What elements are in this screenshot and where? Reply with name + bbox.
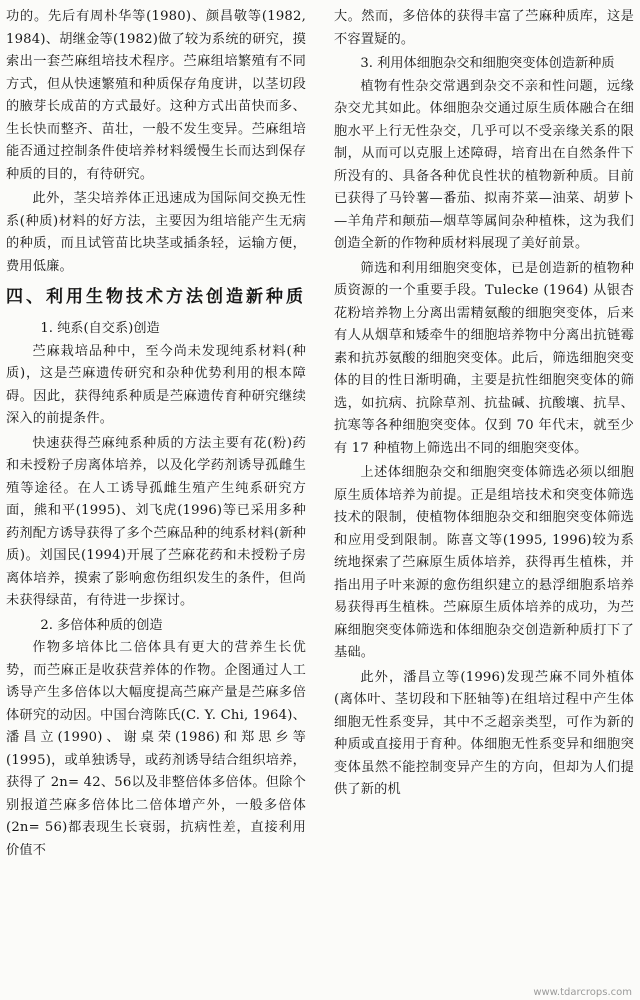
watermark: www.tdarcrops.com	[533, 987, 632, 998]
paragraph: 此外，茎尖培养体正迅速成为国际间交换无性系(种质)材料的好方法，主要因为组培能产生无病的种质，而且试管苗比块茎或插条轻，运输方便，费用低廉。	[6, 191, 306, 274]
subsection-heading: 2. 多倍体种质的创造	[40, 617, 163, 633]
paragraph: 上述体细胞杂交和细胞突变体筛选必须以细胞原生质体培养为前提。正是组培技术和突变体筛选技术的限制，使植物体细胞杂交和细胞突变体筛选和应用受到限制。陈喜文等(1995, 1996)较为系统地探索了苎麻原生质体培养，获得再生植株，并指出用子叶来源的愈伤组织建立的悬浮细胞系培养易获得再生植株。苎麻原生质体培养的成功，为苎麻细胞突变体筛选和体细胞杂交创造新种质打下了基础。	[334, 465, 634, 660]
right-column	[334, 6, 634, 804]
paragraph: 大。然而，多倍体的获得丰富了苎麻种质库，这是不容置疑的。	[334, 9, 634, 47]
paragraph: 作物多培体比二倍体具有更大的营养生长优势，而苎麻正是收获营养体的作物。企图通过人工诱导产生多倍体以大幅度提高苎麻产量是苎麻多倍体研究的动因。中国台湾陈氏(C. Y. Chi, 1964)、潘昌立(1990)、谢桌荣(1986)和郑思乡等(1995)，或单独诱导，或药剂诱导结合组织培养，获得了 2n= 42、56以及非整倍体多倍体。但除个别报道苎麻多倍体比二倍体增产外，一般多倍体(2n= 56)都表现生长衰弱，抗病性差，直接利用价值不	[6, 640, 306, 858]
subsection-heading: 3. 利用体细胞杂交和细胞突变体创造新种质	[360, 56, 615, 71]
paragraph: 功的。先后有周朴华等(1980)、颜昌敬等(1982, 1984)、胡继金等(1982)做了较为系统的研究，摸索出一套苎麻组培技术程序。苎麻组培繁殖有不同方式，但从快速繁殖和种质保存角度讲，以茎切段的腋芽长成苗的方式最好。这种方式出苗快而多、生长快而整齐、苗壮，一般不发生变异。苎麻组培能否通过控制条件使培养材料缓慢生长而达到保存种质的目的，有待研究。	[6, 9, 306, 182]
subsection-heading: 1. 纯系(自交系)创造	[40, 321, 160, 336]
left-column	[6, 6, 306, 864]
paragraph: 快速获得苎麻纯系种质的方法主要有花(粉)药和未授粉子房离体培养，以及化学药剂诱导孤雌生殖等途径。在人工诱导孤雌生殖产生纯系研究方面，熊和平(1995)、刘飞虎(1996)等已采用多种药剂配方诱导获得了多个苎麻品种的纯系材料(新种质)。刘国民(1994)开展了苎麻花药和未授粉子房离体培养，摸索了影响愈伤组织发生的条件，但尚未获得绿苗，有待进一步探讨。	[6, 435, 306, 608]
paragraph: 植物有性杂交常遇到杂交不亲和性问题，远缘杂交尤其如此。体细胞杂交通过原生质体融合在细胞水平上行无性杂交，几乎可以不受亲缘关系的限制，从而可以克服上述障碍，培育出在自然条件下所没有的、具备各种优良性状的植物新种质。目前已获得了马铃薯—番茄、拟南芥菜—油菜、胡萝卜—羊角芹和颠茄—烟草等属间杂种植株，这为我们创造全新的作物种质材料展现了美好前景。	[334, 78, 634, 251]
paragraph: 筛选和利用细胞突变体，已是创造新的植物种质资源的一个重要手段。Tulecke (1964) 从银杏花粉培养物上分离出需精氨酸的细胞突变体，后来有人从烟草和矮牵牛的细胞培养物中分离出抗链霉素和抗苏氨酸的细胞突变体。此后，筛选细胞突变体的目的性日渐明确，主要是抗性细胞突变体的筛选，如抗病、抗除草剂、抗盐碱、抗酸壤、抗旱、抗寒等各种细胞突变体。仅到 70 年代末，就至少有 17 种植物上筛选出不同的细胞突变体。	[334, 260, 634, 456]
section-heading: 四、利用生物技术方法创造新种质	[6, 287, 306, 307]
paragraph: 此外，潘昌立等(1996)发现苎麻不同外植体(离体叶、茎切段和下胚轴等)在组培过程中产生体细胞无性系变异，其中不乏超亲类型，可作为新的种质或直接用于育种。体细胞无性系变异和细胞突变体虽然不能控制变异产生的方向，但却为人们提供了新的机	[334, 669, 634, 797]
paragraph: 苎麻栽培品种中，至今尚未发现纯系材料(种质)，这是苎麻遗传研究和杂种优势利用的根本障碍。因此，获得纯系种质是苎麻遗传育种研究继续深入的前提条件。	[6, 343, 306, 426]
